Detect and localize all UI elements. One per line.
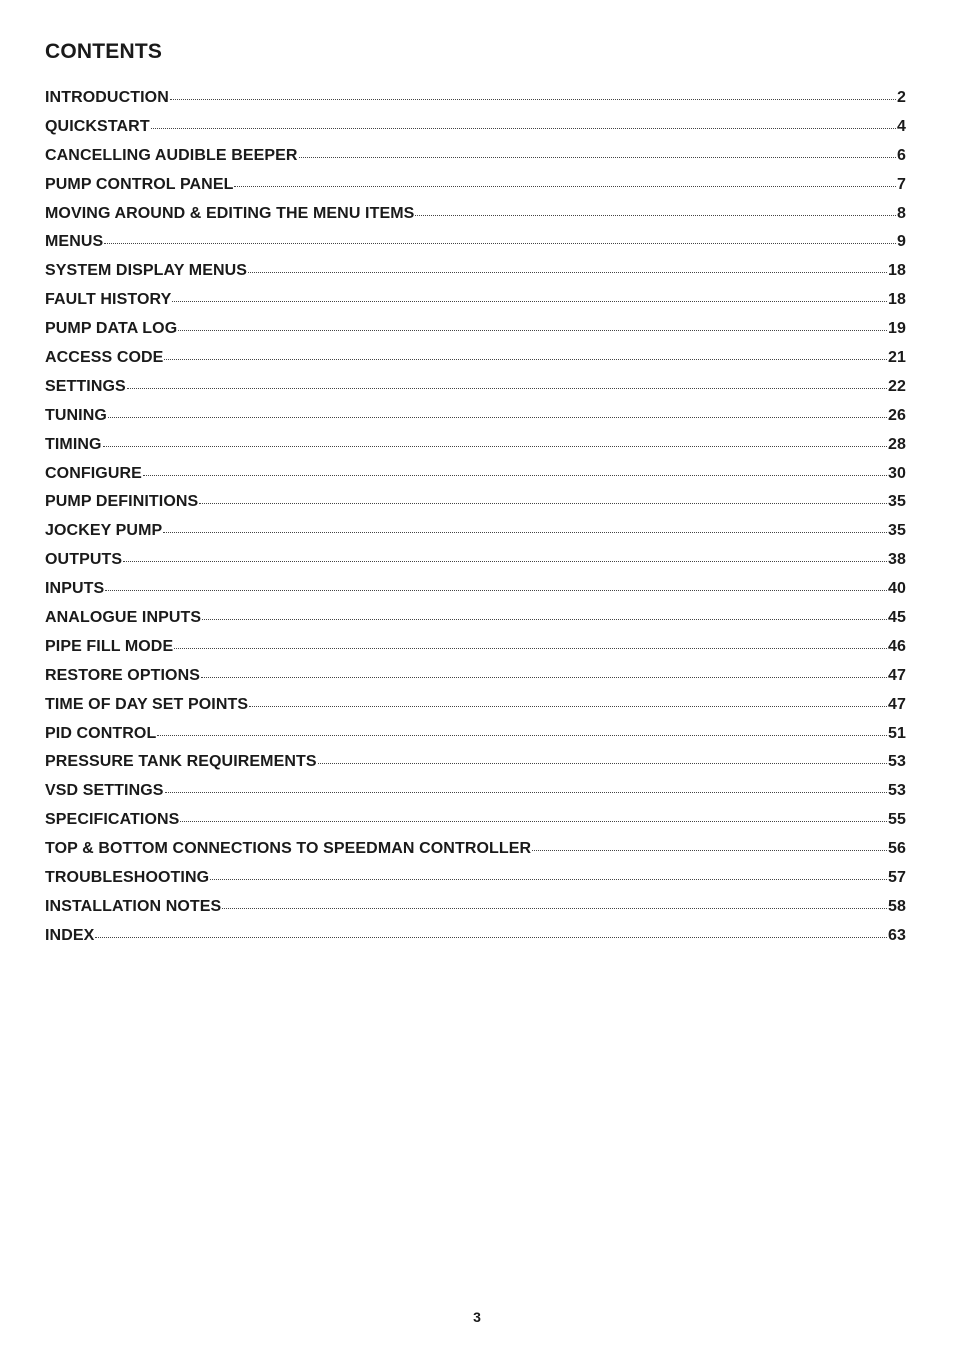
- toc-entry-label: MOVING AROUND & EDITING THE MENU ITEMS: [45, 204, 415, 222]
- toc-entry-label: PRESSURE TANK REQUIREMENTS: [45, 753, 317, 771]
- toc-dot-leader: [318, 763, 887, 764]
- toc-dot-leader: [103, 446, 887, 447]
- toc-entry[interactable]: [45, 667, 906, 696]
- toc-dot-leader: [532, 850, 887, 851]
- toc-entry-page: 45: [888, 609, 906, 627]
- toc-dot-leader: [123, 561, 887, 562]
- toc-entry-page: 2: [897, 89, 906, 106]
- toc-entry-label: RESTORE OPTIONS: [45, 666, 201, 684]
- toc-entry-label: PIPE FILL MODE: [45, 637, 174, 655]
- toc-entry-label: SPECIFICATIONS: [45, 811, 180, 829]
- toc-entry[interactable]: [45, 551, 906, 580]
- toc-dot-leader: [180, 821, 887, 822]
- toc-entry-page: 53: [888, 782, 906, 800]
- toc-entry[interactable]: [45, 407, 906, 436]
- toc-entry-label: CONFIGURE: [45, 464, 142, 482]
- toc-dot-leader: [104, 243, 896, 244]
- toc-entry-page: 8: [897, 204, 906, 222]
- toc-entry-label: INTRODUCTION: [45, 89, 169, 106]
- toc-dot-leader: [248, 272, 887, 273]
- toc-entry-page: 63: [888, 926, 906, 944]
- toc-entry-label: TIME OF DAY SET POINTS: [45, 695, 249, 713]
- toc-entry[interactable]: [45, 89, 906, 118]
- toc-dot-leader: [164, 359, 887, 360]
- toc-entry-page: 9: [897, 233, 906, 251]
- toc-entry[interactable]: [45, 465, 906, 494]
- toc-entry-page: 38: [888, 551, 906, 569]
- page-title: CONTENTS: [45, 40, 163, 63]
- toc-entry[interactable]: [45, 782, 906, 811]
- toc-dot-leader: [157, 735, 887, 736]
- toc-entry[interactable]: [45, 638, 906, 667]
- toc-entry-page: 6: [897, 146, 906, 164]
- toc-entry-page: 4: [897, 117, 906, 135]
- toc-entry[interactable]: [45, 725, 906, 754]
- toc-entry[interactable]: [45, 869, 906, 898]
- toc-dot-leader: [202, 619, 887, 620]
- toc-entry-page: 47: [888, 666, 906, 684]
- toc-entry-label: VSD SETTINGS: [45, 782, 164, 800]
- toc-entry[interactable]: [45, 176, 906, 205]
- toc-entry-page: 47: [888, 695, 906, 713]
- toc-entry-label: TROUBLESHOOTING: [45, 869, 210, 887]
- toc-entry[interactable]: [45, 753, 906, 782]
- toc-entry[interactable]: [45, 118, 906, 147]
- toc-dot-leader: [210, 879, 887, 880]
- toc-entry-page: 19: [888, 320, 906, 338]
- toc-dot-leader: [108, 417, 887, 418]
- toc-entry[interactable]: [45, 522, 906, 551]
- toc-entry-page: 56: [888, 840, 906, 858]
- toc-entry[interactable]: [45, 291, 906, 320]
- toc-entry-page: 22: [888, 377, 906, 395]
- toc-dot-leader: [249, 706, 887, 707]
- toc-dot-leader: [95, 937, 887, 938]
- toc-entry[interactable]: [45, 320, 906, 349]
- toc-entry[interactable]: [45, 811, 906, 840]
- toc-entry-page: 18: [888, 291, 906, 309]
- toc-entry-label: SETTINGS: [45, 377, 126, 395]
- toc-entry[interactable]: [45, 696, 906, 725]
- toc-entry-page: 21: [888, 349, 906, 367]
- toc-entry-page: 53: [888, 753, 906, 771]
- toc-entry[interactable]: [45, 840, 906, 869]
- toc-entry[interactable]: [45, 262, 906, 291]
- toc-entry-label: PID CONTROL: [45, 724, 157, 742]
- toc-entry-label: PUMP DATA LOG: [45, 320, 178, 338]
- toc-dot-leader: [127, 388, 887, 389]
- toc-entry-page: 57: [888, 869, 906, 887]
- toc-dot-leader: [178, 330, 887, 331]
- toc-entry-label: FAULT HISTORY: [45, 291, 172, 309]
- toc-entry-page: 30: [888, 464, 906, 482]
- toc-dot-leader: [143, 475, 887, 476]
- toc-dot-leader: [234, 186, 896, 187]
- toc-entry-label: PUMP DEFINITIONS: [45, 493, 199, 511]
- toc-entry-page: 28: [888, 435, 906, 453]
- toc-entry-page: 58: [888, 897, 906, 915]
- toc-dot-leader: [174, 648, 887, 649]
- toc-entry-label: TOP & BOTTOM CONNECTIONS TO SPEEDMAN CONTROLLER: [45, 840, 532, 858]
- toc-entry[interactable]: [45, 233, 906, 262]
- toc-entry[interactable]: [45, 436, 906, 465]
- toc-entry[interactable]: [45, 580, 906, 609]
- toc-entry-label: ACCESS CODE: [45, 349, 164, 367]
- toc-entry[interactable]: [45, 205, 906, 234]
- table-of-contents: [45, 89, 906, 956]
- toc-entry-label: INSTALLATION NOTES: [45, 897, 222, 915]
- toc-entry-page: 35: [888, 522, 906, 540]
- toc-dot-leader: [415, 215, 896, 216]
- toc-entry[interactable]: [45, 349, 906, 378]
- toc-entry-label: TIMING: [45, 435, 102, 453]
- toc-dot-leader: [163, 532, 887, 533]
- toc-entry-page: 35: [888, 493, 906, 511]
- toc-entry[interactable]: [45, 378, 906, 407]
- toc-entry-label: CANCELLING AUDIBLE BEEPER: [45, 146, 298, 164]
- toc-entry-label: PUMP CONTROL PANEL: [45, 175, 234, 193]
- toc-entry-label: INPUTS: [45, 580, 105, 598]
- toc-entry-label: INDEX: [45, 926, 95, 944]
- toc-entry[interactable]: [45, 927, 906, 956]
- toc-entry-label: ANALOGUE INPUTS: [45, 609, 202, 627]
- toc-entry[interactable]: [45, 147, 906, 176]
- toc-dot-leader: [201, 677, 887, 678]
- page-number: 3: [473, 1309, 481, 1325]
- toc-entry-label: QUICKSTART: [45, 117, 150, 135]
- toc-entry-page: 26: [888, 406, 906, 424]
- toc-entry-label: MENUS: [45, 233, 104, 251]
- toc-entry[interactable]: [45, 493, 906, 522]
- toc-dot-leader: [165, 792, 887, 793]
- toc-entry[interactable]: [45, 898, 906, 927]
- toc-entry-page: 46: [888, 637, 906, 655]
- toc-entry-label: SYSTEM DISPLAY MENUS: [45, 262, 248, 280]
- toc-entry-label: TUNING: [45, 406, 107, 424]
- toc-dot-leader: [222, 908, 887, 909]
- toc-entry-page: 18: [888, 262, 906, 280]
- toc-entry-page: 55: [888, 811, 906, 829]
- toc-entry-label: JOCKEY PUMP: [45, 522, 163, 540]
- toc-dot-leader: [199, 503, 887, 504]
- toc-entry-page: 40: [888, 580, 906, 598]
- toc-entry[interactable]: [45, 609, 906, 638]
- toc-dot-leader: [172, 301, 887, 302]
- toc-entry-page: 51: [888, 724, 906, 742]
- toc-dot-leader: [151, 128, 896, 129]
- toc-entry-page: 7: [897, 175, 906, 193]
- toc-dot-leader: [170, 99, 896, 100]
- toc-dot-leader: [105, 590, 887, 591]
- toc-dot-leader: [299, 157, 896, 158]
- toc-entry-label: OUTPUTS: [45, 551, 123, 569]
